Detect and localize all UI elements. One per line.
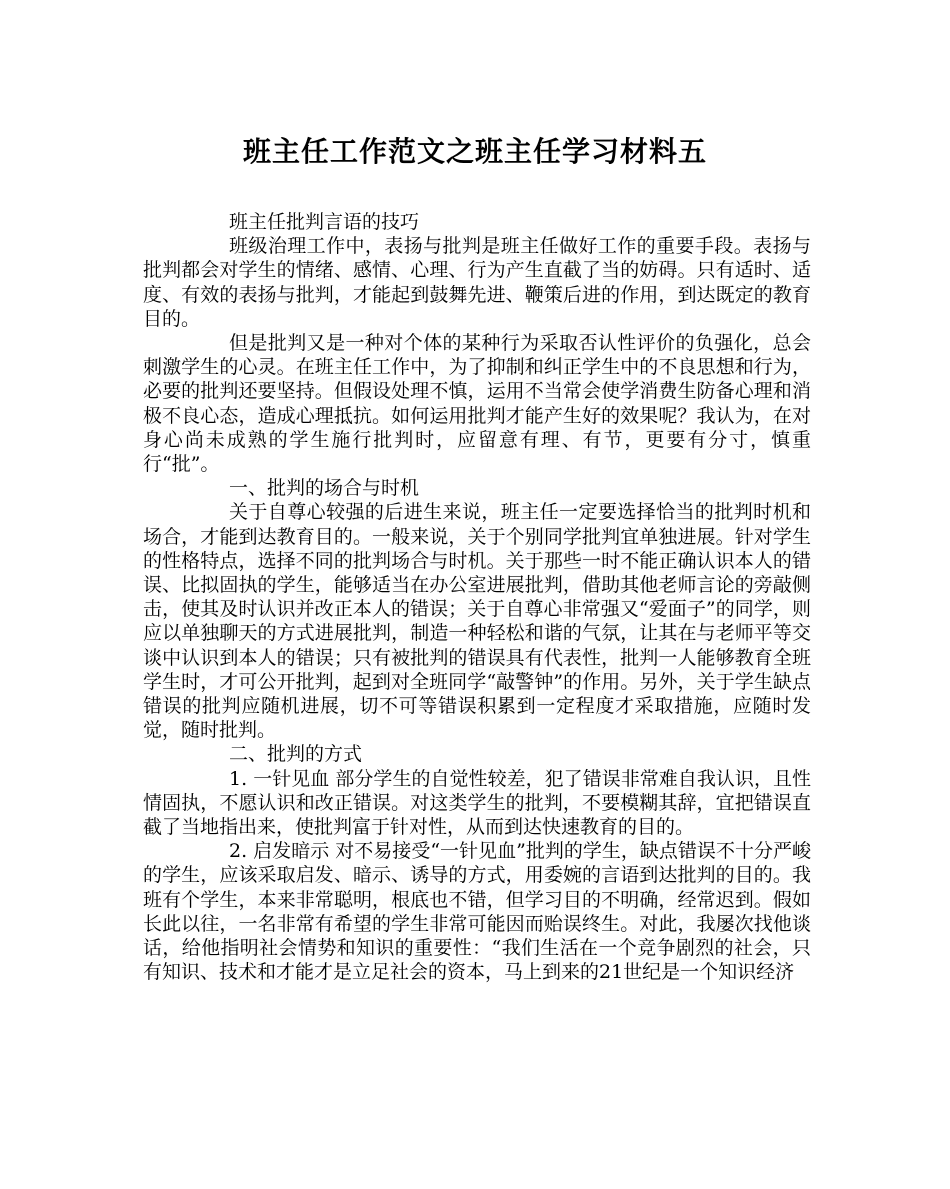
paragraph: 关于自尊心较强的后进生来说，班主任一定要选择恰当的批判时机和场合，才能到达教育目的。一般来说，关于个别同学批判宜单独进展。针对学生的性格特点，选择不同的批判场合与时机。关于那些一时不能正确认识本人的错误、比拟固执的学生，能够适当在办公室进展批判，借助其他老师言论的旁敲侧击，使其及时认识并改正本人的错误；关于自尊心非常强又“爱面子”的同学，则应以单独聊天的方式进展批判，制造一种轻松和谐的气氛，让其在与老师平等交谈中认识到本人的错误；只有被批判的错误具有代表性，批判一人能够教育全班学生时，才可公开批判，起到对全班同学“敲警钟”的作用。另外，关于学生缺点错误的批判应随机进展，切不可等错误积累到一定程度才采取措施，应随时发觉，随时批判。 [143,501,811,742]
section-heading: 二、批判的方式 [229,743,363,766]
document-title: 班主任工作范文之班主任学习材料五 [242,135,707,168]
section-heading: 一、批判的场合与时机 [229,477,420,500]
paragraph: 2. 启发暗示 对不易接受“一针见血”批判的学生，缺点错误不十分严峻的学生，应该采取启发、暗示、诱导的方式，用委婉的言语到达批判的目的。我班有个学生，本来非常聪明，根底也不错，但学习目的不明确，经常迟到。假如长此以往，一名非常有希望的学生非常可能因而贻误终生。对此，我屡次找他谈话，给他指明社会情势和知识的重要性：“我们生活在一个竞争剧烈的社会，只有知识、技术和才能才是立足社会的资本，马上到来的21世纪是一个知识经济 [143,840,811,984]
document-body [143,210,811,985]
paragraph: 但是批判又是一种对个体的某种行为采取否认性评价的负强化，总会刺激学生的心灵。在班主任工作中，为了抑制和纠正学生中的不良思想和行为，必要的批判还要坚持。但假设处理不慎，运用不当常会使学消费生防备心理和消极不良心态，造成心理抵抗。如何运用批判才能产生好的效果呢？我认为，在对身心尚未成熟的学生施行批判时，应留意有理、有节，更要有分寸，慎重行“批”。 [143,332,811,476]
paragraph: 班级治理工作中，表扬与批判是班主任做好工作的重要手段。表扬与批判都会对学生的情绪、感情、心理、行为产生直截了当的妨碍。只有适时、适度、有效的表扬与批判，才能起到鼓舞先进、鞭策后进的作用，到达既定的教育目的。 [143,235,811,330]
section-heading: 班主任批判言语的技巧 [229,211,420,233]
paragraph: 1. 一针见血 部分学生的自觉性较差，犯了错误非常难自我认识，且性情固执，不愿认识和改正错误。对这类学生的批判，不要模糊其辞，宜把错误直截了当地指出来，使批判富于针对性，从而到达快速教育的目的。 [143,767,811,839]
